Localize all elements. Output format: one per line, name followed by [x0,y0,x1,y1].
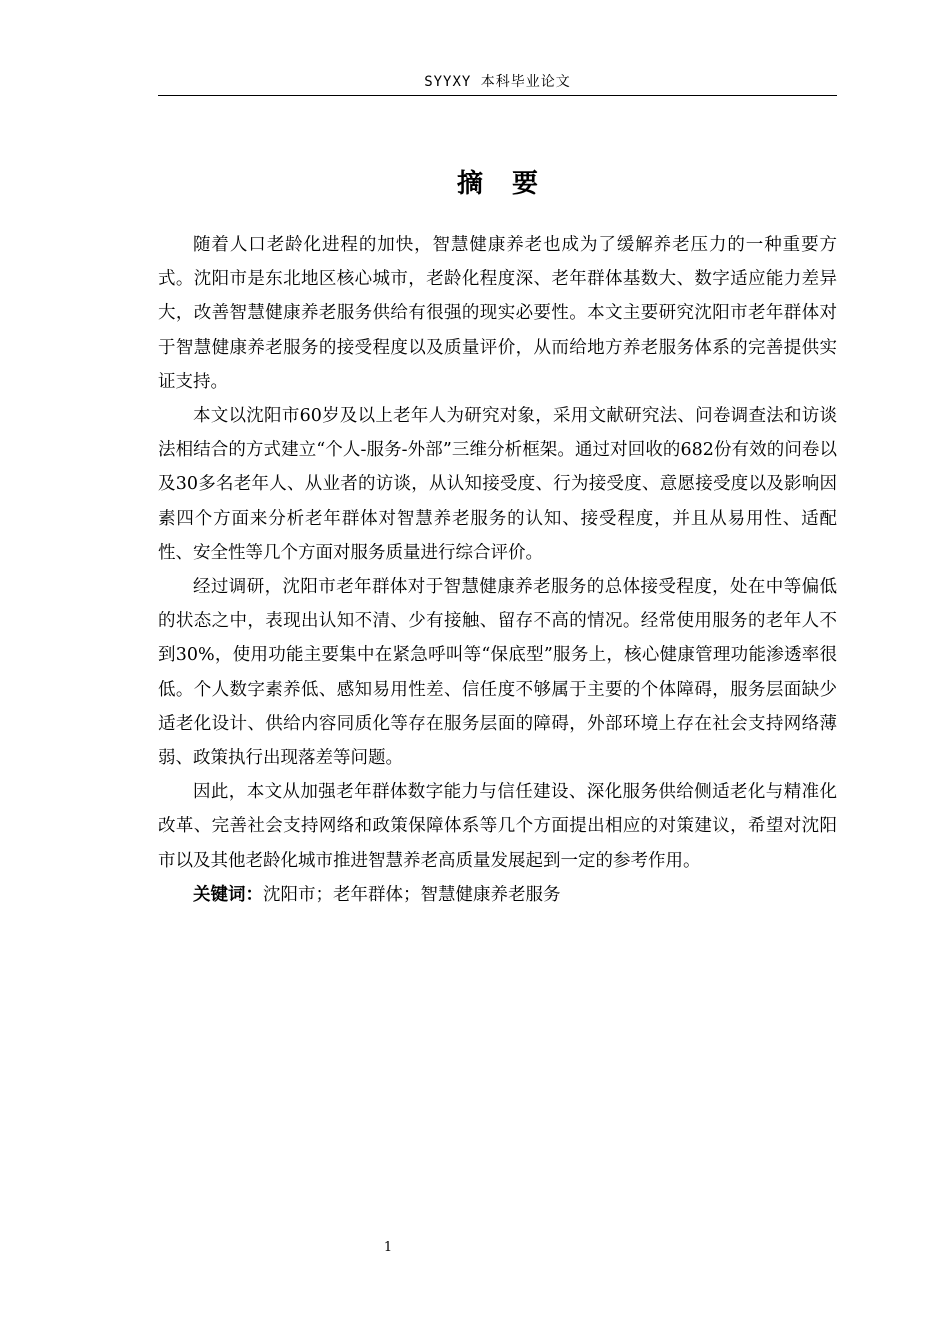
abstract-body [158,228,837,912]
abstract-paragraph-2: 本文以沈阳市60岁及以上老年人为研究对象，采用文献研究法、问卷调查法和访谈法相结合的方式建立“个人-服务-外部”三维分析框架。通过对回收的682份有效的问卷以及30多名老年人、从业者的访谈，从认知接受度、行为接受度、意愿接受度以及影响因素四个方面来分析老年群体对智慧养老服务的认知、接受程度，并且从易用性、适配性、安全性等几个方面对服务质量进行综合评价。 [158,406,837,563]
abstract-title: 摘 要 [456,169,549,199]
abstract-paragraph-4: 因此，本文从加强老年群体数字能力与信任建设、深化服务供给侧适老化与精准化改革、完善社会支持网络和政策保障体系等几个方面提出相应的对策建议，希望对沈阳市以及其他老龄化城市推进智慧养老高质量发展起到一定的参考作用。 [158,782,837,871]
abstract-paragraph-1: 随着人口老龄化进程的加快，智慧健康养老也成为了缓解养老压力的一种重要方式。沈阳市是东北地区核心城市，老龄化程度深、老年群体基数大、数字适应能力差异大，改善智慧健康养老服务供给有很强的现实必要性。本文主要研究沈阳市老年群体对于智慧健康养老服务的接受程度以及质量评价，从而给地方养老服务体系的完善提供实证支持。 [158,235,837,392]
keywords-text: 沈阳市；老年群体；智慧健康养老服务 [263,884,561,905]
running-header: SYYXY 本科毕业论文 [158,70,837,96]
keywords-label: 关键词： [193,884,263,905]
page-number: 1 [383,1240,393,1255]
keywords-line [158,878,837,912]
abstract-paragraph-3: 经过调研，沈阳市老年群体对于智慧健康养老服务的总体接受程度，处在中等偏低的状态之中，表现出认知不清、少有接触、留存不高的情况。经常使用服务的老年人不到30%，使用功能主要集中在紧急呼叫等“保底型”服务上，核心健康管理功能渗透率很低。个人数字素养低、感知易用性差、信任度不够属于主要的个体障碍，服务层面缺少适老化设计、供给内容同质化等存在服务层面的障碍，外部环境上存在社会支持网络薄弱、政策执行出现落差等问题。 [158,577,837,769]
